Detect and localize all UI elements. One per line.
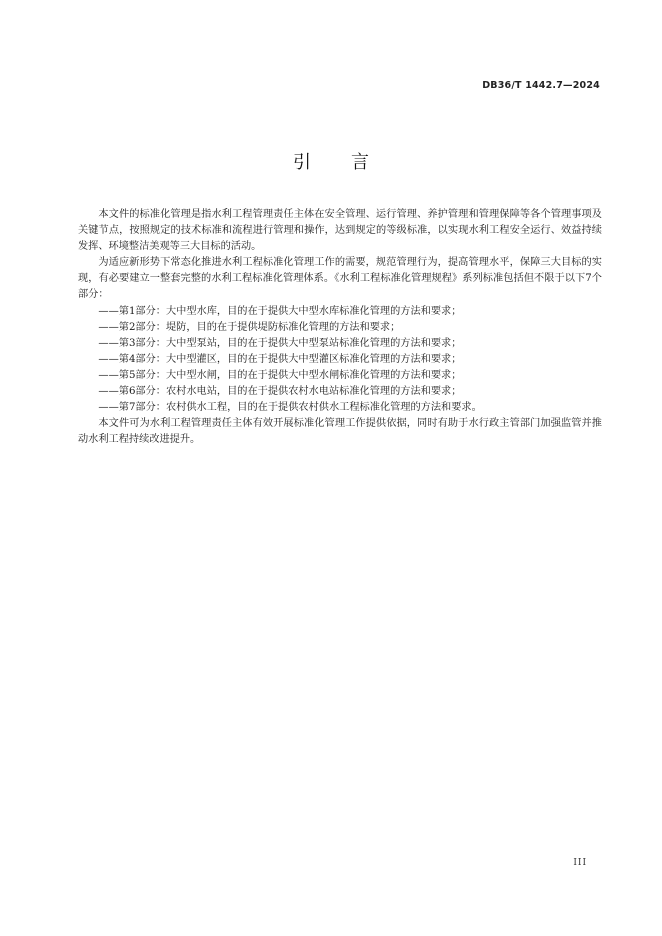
part-list-item-6: ——第6部分：农村水电站，目的在于提供农村水电站标准化管理的方法和要求； xyxy=(98,386,462,398)
page-number: III xyxy=(573,858,587,868)
intro-paragraph-1: 本文件的标准化管理是指水利工程管理责任主体在安全管理、运行管理、养护管理和管理保障等各个管理事项及关键节点，按照规定的技术标准和流程进行管理和操作，达到规定的等级标准，以实现水利工程安全运行、效益持续发挥、环境整洁美观等三大目标的活动。 xyxy=(78,209,602,253)
part-list-item-7: ——第7部分：农村供水工程，目的在于提供农村供水工程标准化管理的方法和要求。 xyxy=(98,402,482,414)
page-title: 引言 xyxy=(293,152,409,173)
intro-paragraph-2: 为适应新形势下常态化推进水利工程标准化管理工作的需要，规范管理行为，提高管理水平，保障三大目标的实现，有必要建立一整套完整的水利工程标准化管理体系。《水利工程标准化管理规程》系列标准包括但不限于以下7个部分： xyxy=(78,257,602,301)
body-text xyxy=(78,207,602,448)
part-list-item-3: ——第3部分：大中型泵站，目的在于提供大中型泵站标准化管理的方法和要求； xyxy=(98,337,462,349)
document-code: DB36/T 1442.7—2024 xyxy=(482,80,600,91)
part-list-item-5: ——第5部分：大中型水闸，目的在于提供大中型水闸标准化管理的方法和要求； xyxy=(98,369,462,381)
part-list-item-4: ——第4部分：大中型灌区，目的在于提供大中型灌区标准化管理的方法和要求； xyxy=(98,353,462,365)
part-list-item-1: ——第1部分：大中型水库，目的在于提供大中型水库标准化管理的方法和要求； xyxy=(98,305,462,317)
closing-paragraph: 本文件可为水利工程管理责任主体有效开展标准化管理工作提供依据，同时有助于水行政主管部门加强监管并推动水利工程持续改进提升。 xyxy=(78,418,602,446)
part-list-item-2: ——第2部分：堤防，目的在于提供堤防标准化管理的方法和要求； xyxy=(98,321,401,333)
